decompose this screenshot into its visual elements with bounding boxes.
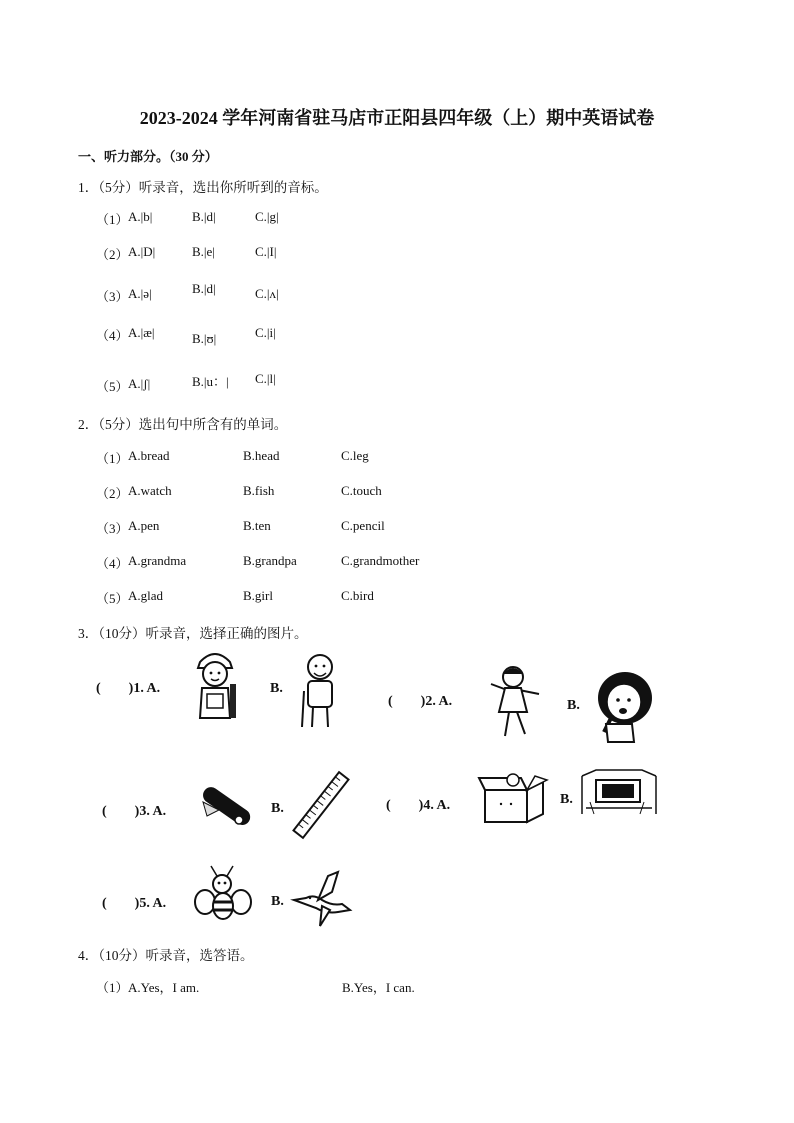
q2-option-a: A.glad <box>128 588 164 603</box>
q3-item-5-option-b: B. <box>271 894 284 909</box>
q2-option-c: C.pencil <box>341 518 385 533</box>
q4-item-num: （1） <box>96 980 129 995</box>
q1-option-b: B.|u：| <box>192 374 229 389</box>
q3-item-4-label: ( )4. A. <box>386 798 451 813</box>
q1-item-num: （5） <box>96 379 129 394</box>
q1-option-a: A.|ʃ| <box>128 376 151 391</box>
q3-item-2-label: ( )2. A. <box>388 694 453 709</box>
q1-option-c: C.|l| <box>255 371 276 386</box>
cleaner-woman-picture <box>190 648 240 724</box>
ruler-picture <box>293 768 349 842</box>
q2-option-c: C.bird <box>341 588 374 603</box>
q2-option-b: B.ten <box>243 518 271 533</box>
q3-item-5-label: ( )5. A. <box>102 896 167 911</box>
bird-picture <box>292 870 352 930</box>
q1-option-a: A.|b| <box>128 209 153 224</box>
q3-item-3-option-b: B. <box>271 801 284 816</box>
q1-option-c: C.|i| <box>255 325 276 340</box>
q2-option-c: C.touch <box>341 483 382 498</box>
question-2-stem: 2．（5分）选出句中所含有的单词。 <box>78 417 288 432</box>
q1-option-c: C.|g| <box>255 209 279 224</box>
q2-option-a: A.pen <box>128 518 160 533</box>
q1-item-num: （3） <box>96 289 129 304</box>
q1-option-b: B.|e| <box>192 244 215 259</box>
q4-option-b: B.Yes，I can. <box>342 980 415 995</box>
q2-option-a: A.watch <box>128 483 172 498</box>
q1-item-num: （4） <box>96 328 129 343</box>
q1-option-c: C.|I| <box>255 244 277 259</box>
q2-item-num: （5） <box>96 591 129 606</box>
q3-item-1-option-b: B. <box>270 681 283 696</box>
q1-option-a: A.|D| <box>128 244 156 259</box>
q2-item-num: （2） <box>96 486 129 501</box>
q2-item-num: （3） <box>96 521 129 536</box>
q1-option-b: B.|d| <box>192 281 216 296</box>
q1-option-b: B.|ʊ| <box>192 331 217 346</box>
q3-item-2-option-b: B. <box>567 698 580 713</box>
question-3-stem: 3．（10分）听录音，选择正确的图片。 <box>78 626 308 641</box>
q1-option-a: A.|ə| <box>128 286 152 301</box>
q3-item-1-label: ( )1. A. <box>96 681 161 696</box>
question-4-stem: 4．（10分）听录音，选答语。 <box>78 948 254 963</box>
q1-option-b: B.|d| <box>192 209 216 224</box>
box-picture <box>479 772 549 824</box>
pencil-sharpener-picture <box>197 780 249 832</box>
section-heading-listening: 一、听力部分。（30 分） <box>78 149 218 164</box>
page-title: 2023-2024 学年河南省驻马店市正阳县四年级（上）期中英语试卷 <box>139 108 655 128</box>
q1-item-num: （1） <box>96 212 129 227</box>
q2-item-num: （4） <box>96 556 129 571</box>
q1-item-num: （2） <box>96 247 129 262</box>
q1-option-a: A.|æ| <box>128 325 155 340</box>
q2-option-b: B.head <box>243 448 280 463</box>
q2-option-b: B.grandpa <box>243 553 297 568</box>
q2-option-b: B.fish <box>243 483 275 498</box>
question-1-stem: 1．（5分）听录音，选出你所听到的音标。 <box>78 180 328 195</box>
q2-option-b: B.girl <box>243 588 273 603</box>
singing-girl-picture <box>592 670 654 746</box>
q1-option-c: C.|ʌ| <box>255 286 279 301</box>
classroom-picture <box>580 768 658 818</box>
q2-option-a: A.grandma <box>128 553 187 568</box>
q3-item-4-option-b: B. <box>560 792 573 807</box>
q2-option-c: C.grandmother <box>341 553 420 568</box>
q3-item-3-label: ( )3. A. <box>102 804 167 819</box>
dancing-girl-picture <box>487 664 543 738</box>
q2-item-num: （1） <box>96 451 129 466</box>
q2-option-a: A.bread <box>128 448 170 463</box>
bee-picture <box>193 866 253 922</box>
old-man-picture <box>298 651 342 729</box>
q2-option-c: C.leg <box>341 448 369 463</box>
q4-option-a: A.Yes，I am. <box>128 980 200 995</box>
